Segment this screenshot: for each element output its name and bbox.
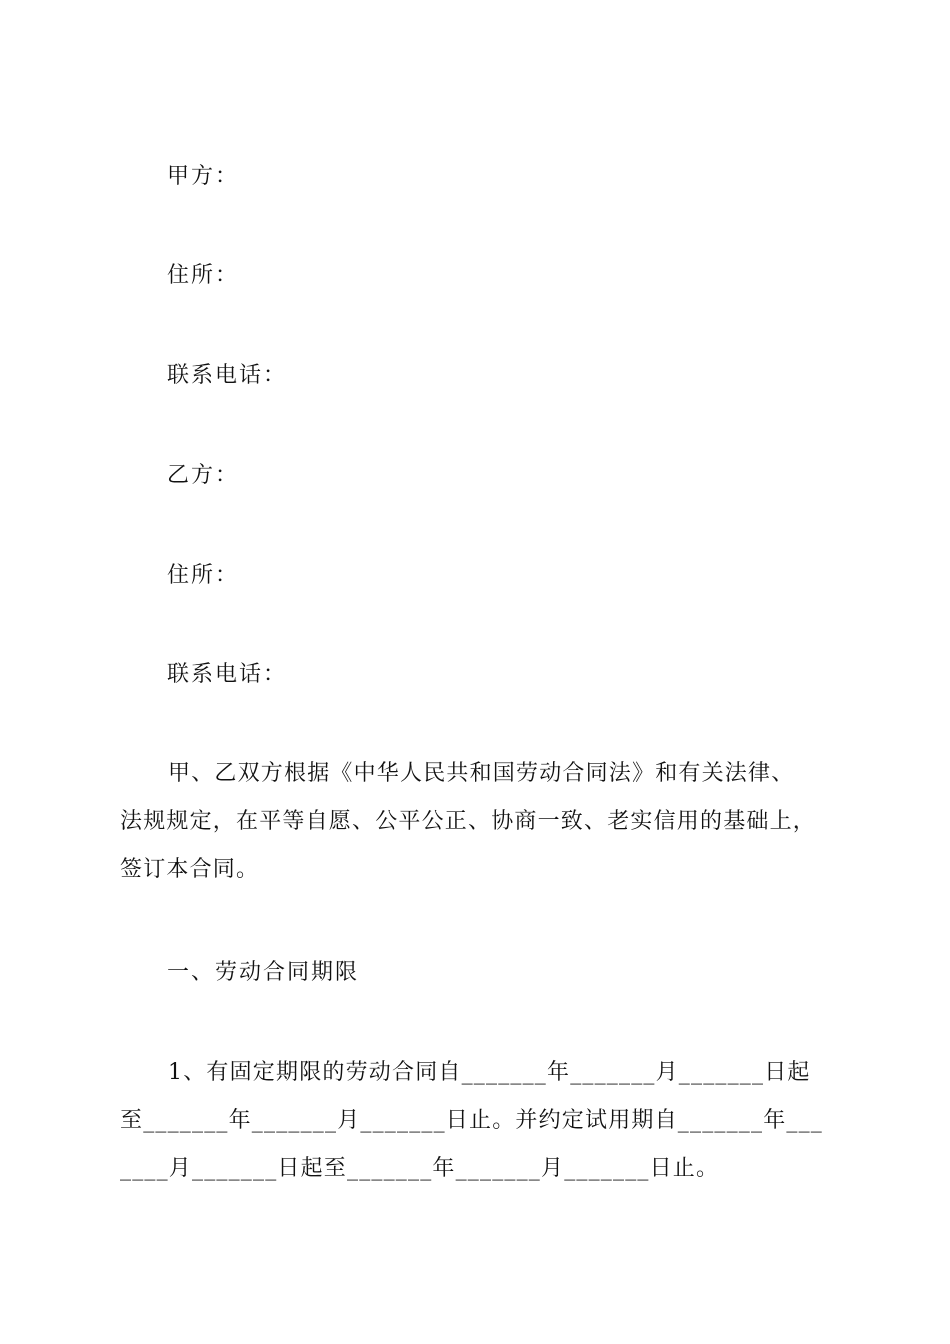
preamble-paragraph [120,750,840,894]
clause-1-line: 至_______年_______月_______日止。并约定试用期自_______年___ [120,1108,824,1133]
party-b-name-label: 乙方： [167,463,240,488]
preamble-line: 签订本合同。 [120,857,260,882]
section-1-heading: 一、劳动合同期限 [167,960,360,985]
party-a-name-label: 甲方： [167,164,240,189]
preamble-line: 甲、乙双方根据《中华人民共和国劳动合同法》和有关法律、 [168,761,795,786]
preamble-line: 法规规定，在平等自愿、公平公正、协商一致、老实信用的基础上， [120,809,817,834]
party-a-address-label: 住所： [167,263,240,288]
party-b-address-label: 住所： [167,563,240,588]
party-b-phone-label: 联系电话： [167,662,288,687]
party-a-phone-label: 联系电话： [167,363,288,388]
clause-1-line: ____月_______日起至_______年_______月_______日止。 [120,1156,720,1181]
clause-1-paragraph [120,1049,840,1193]
clause-1-line: 1、有固定期限的劳动合同自_______年_______月_______日起 [168,1060,811,1085]
